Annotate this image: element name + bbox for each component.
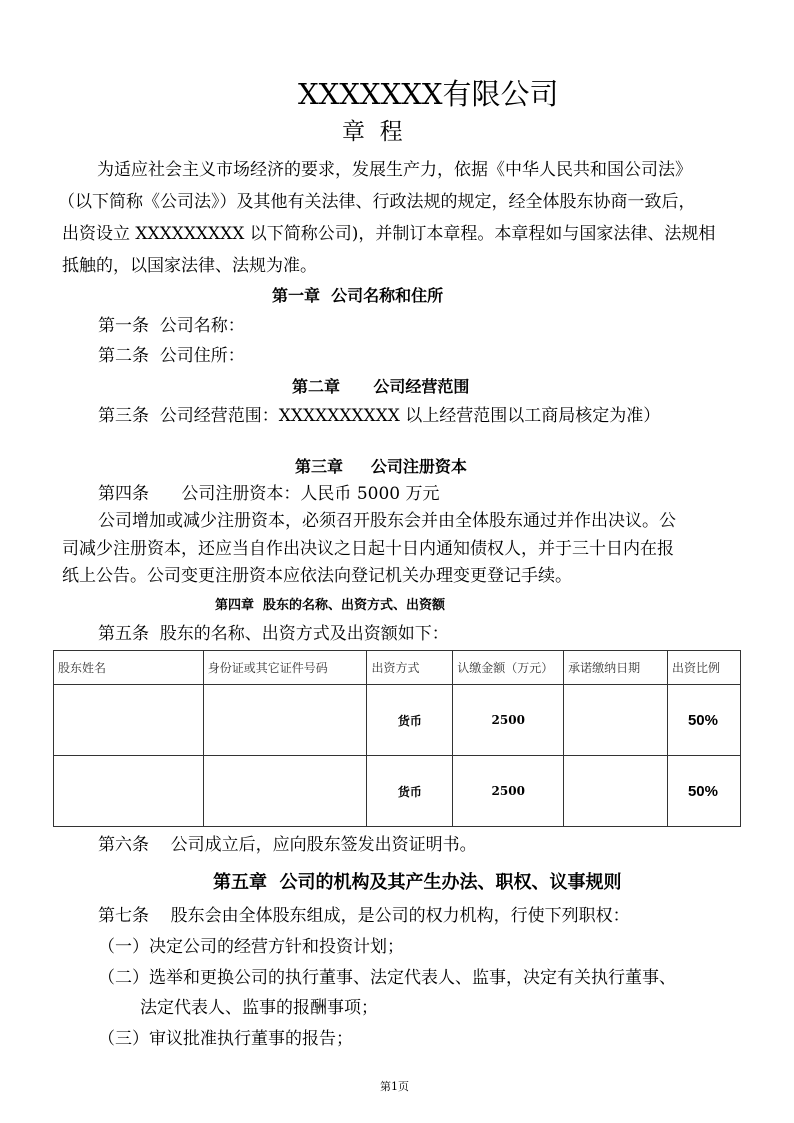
table-cell: [564, 756, 668, 827]
table-cell: [203, 756, 367, 827]
table-header: 出资方式: [367, 651, 453, 685]
article-2: 第二条 公司住所：: [98, 346, 245, 366]
list-item: 法定代表人、监事的报酬事项；: [140, 998, 378, 1018]
preamble-line: 为适应社会主义市场经济的要求，发展生产力，依据《中华人民共和国公司法》: [97, 160, 692, 180]
chapter-heading: 第一章 公司名称和住所: [272, 286, 444, 305]
article-1: 第一条 公司名称：: [98, 316, 245, 336]
preamble-line: 抵触的，以国家法律、法规为准。: [62, 256, 317, 276]
table-cell: [203, 685, 367, 756]
table-cell: [54, 685, 204, 756]
table-cell: 50%: [667, 685, 740, 756]
article-4-para: 司减少注册资本，还应当自作出决议之日起十日内通知债权人，并于三十日内在报: [62, 539, 674, 559]
article-7: 第七条 股东会由全体股东组成，是公司的权力机构，行使下列职权：: [98, 906, 630, 926]
chapter-heading: 第二章 公司经营范围: [292, 377, 470, 396]
table-cell: 2500: [453, 756, 564, 827]
list-item: （二）选举和更换公司的执行董事、法定代表人、监事，决定有关执行董事、: [98, 968, 676, 988]
table-header: 股东姓名: [54, 651, 204, 685]
table-cell: [54, 756, 204, 827]
list-item: （一）决定公司的经营方针和投资计划；: [98, 937, 404, 957]
preamble-line: （以下简称《公司法》）及其他有关法律、行政法规的规定，经全体股东协商一致后，: [58, 192, 696, 212]
shareholder-table: [53, 650, 741, 827]
table-cell: 货币: [367, 685, 453, 756]
article-4: 第四条 公司注册资本：人民币 5000 万元: [98, 484, 440, 504]
table-header: 认缴金额（万元）: [453, 651, 564, 685]
table-row: [54, 685, 741, 756]
table-cell: [564, 685, 668, 756]
article-4-para: 纸上公告。公司变更注册资本应依法向登记机关办理变更登记手续。: [62, 566, 572, 586]
document-subtitle: 章 程: [342, 119, 403, 145]
table-cell: 2500: [453, 685, 564, 756]
chapter-heading: 第三章 公司注册资本: [295, 457, 467, 476]
article-5: 第五条 股东的名称、出资方式及出资额如下：: [98, 624, 449, 644]
table-cell: 50%: [667, 756, 740, 827]
article-4-para: 公司增加或减少注册资本，必须召开股东会并由全体股东通过并作出决议。公: [98, 511, 676, 531]
document-title: XXXXXXX有限公司: [298, 77, 559, 111]
table-cell: 货币: [367, 756, 453, 827]
list-item: （三）审议批准执行董事的报告；: [98, 1029, 353, 1049]
chapter-heading: 第五章 公司的机构及其产生办法、职权、议事规则: [213, 872, 622, 893]
article-3: 第三条 公司经营范围：XXXXXXXXXX 以上经营范围以工商局核定为准）: [98, 406, 661, 426]
table-header-row: [54, 651, 741, 685]
table-row: [54, 756, 741, 827]
chapter-heading: 第四章 股东的名称、出资方式、出资额: [215, 598, 446, 613]
article-6: 第六条 公司成立后，应向股东签发出资证明书。: [98, 835, 477, 855]
table-header: 身份证或其它证件号码: [203, 651, 367, 685]
table-header: 承诺缴纳日期: [564, 651, 668, 685]
table-header: 出资比例: [667, 651, 740, 685]
page-number: 第1页: [380, 1080, 409, 1093]
preamble-line: 出资设立 XXXXXXXXX 以下简称公司)，并制订本章程。本章程如与国家法律、法规相: [62, 224, 716, 244]
